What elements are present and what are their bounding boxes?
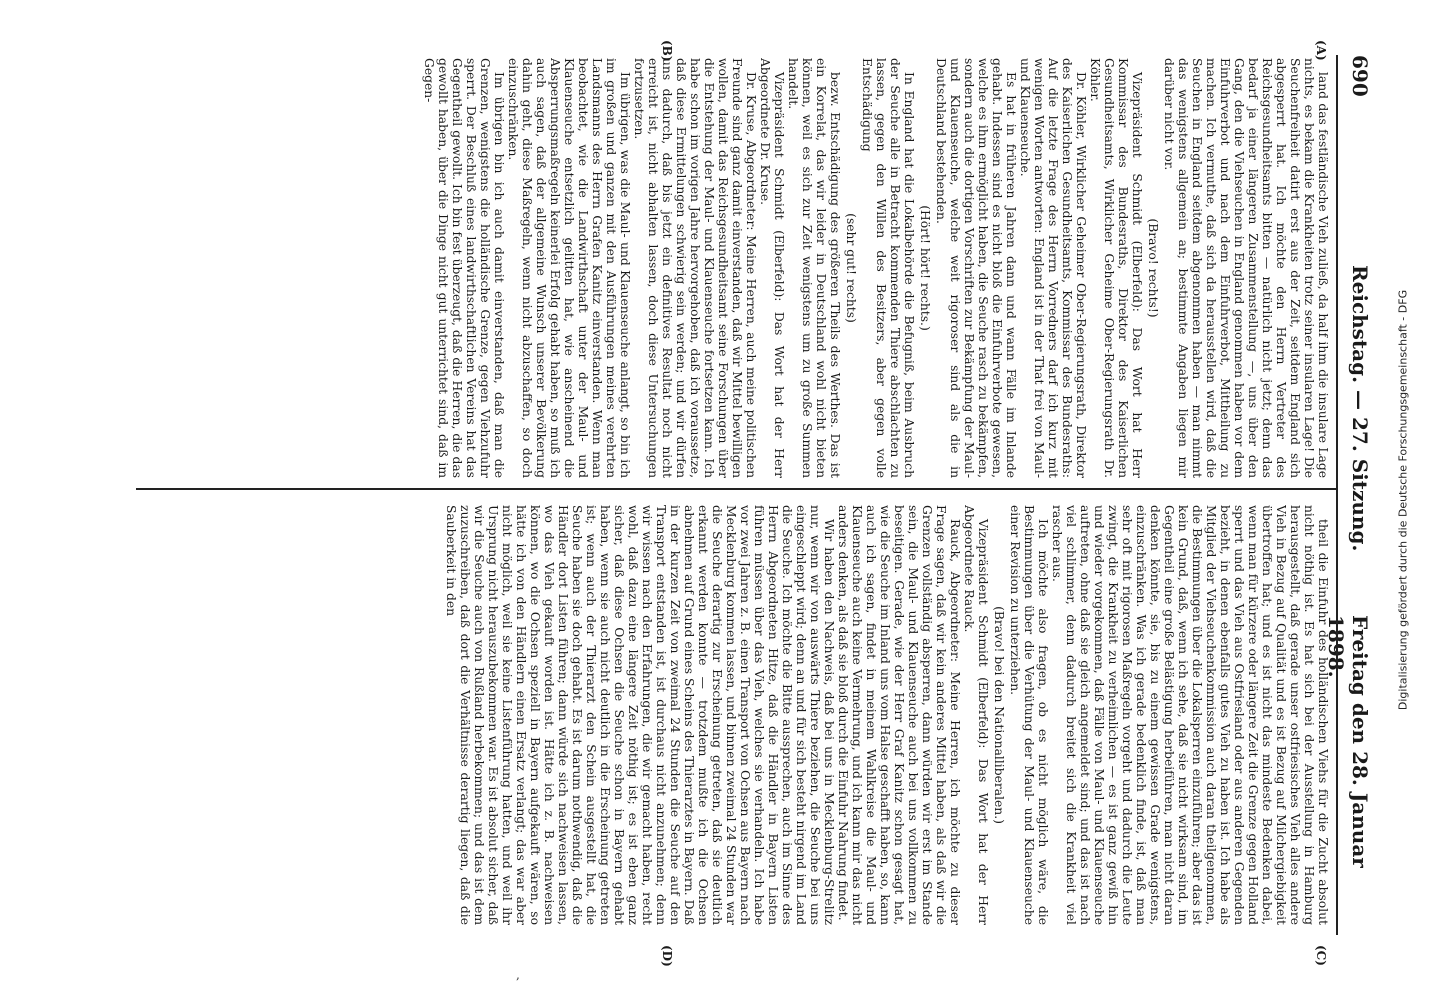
interjection: (Bravo! bei den Nationalliberalen.) [992,606,1006,824]
dfg-note-text: Digitalisierung gefördert durch die Deutsche Forschungsgemeinschaft - DFG [1396,289,1410,711]
margin-label-d: (D) [660,945,674,967]
paragraph: land das festländische Vieh zuließ, da half ihm die insulare Lage nichts, es bekam die Krankheiten trotz seiner insularen Lage! Die Seuchenfreiheit datirt erst aus der Zeit, seitdem England sich abgesperrt hat. Ich möchte den Herrn Vertreter des Reichsgesundheitsamts bitten — natürlich nicht jetzt; denn das bedarf ja einer längeren Zusammenstellung —, uns über den Gang, den die Viehseuchen in England genommen haben vor dem Einfuhrverbot und nach dem Einfuhrverbot, Mittheilung zu machen. Ich vermuthe, daß sich da herausstellen wird, daß die Seuchen in England seitdem abgenommen haben — man nimmt das wenigstens allgemein an; bestimmte Angaben liegen mir darüber nicht vor. [1162,58,1330,478]
margin-label-b: (B) [660,40,674,62]
paragraph: Vizepräsident Schmidt (Elberfeld): Das Wort hat der Herr Abgeordnete Dr. Kruse. [758,58,786,478]
right-column [150,505,1330,925]
header-rule [1336,55,1338,935]
column-divider [136,488,1336,490]
interjection: (Bravo! rechts!) [1146,218,1160,318]
page-number: 690 [1348,55,1372,97]
scanned-page [40,0,1410,967]
page-header [1324,55,1372,935]
paragraph: bezw. Entschädigung des größeren Theils des Werthes. Das ist ein Korrelat, das wir leider in Deutschland wohl nicht bieten können, weil es sich zur Zeit wenigstens um zu große Summen handelt. [786,58,842,478]
session-date: Freitag den 28. Januar 1898. [1324,615,1372,868]
left-column [150,58,1330,478]
paragraph: Ich möchte also fragen, ob es nicht möglich wäre, die Bestimmungen über die Verhütung der Maul- und Klauenseuche einer Revision zu unterziehen. [1008,505,1050,925]
interjection: (Hört! hört! rechts.) [918,205,932,331]
paragraph: Dr. Kruse, Abgeordneter: Meine Herren, auch meine politischen Freunde sind ganz damit einverstanden, daß wir Mittel bewilligen wollen, damit das Reichsgesundheitsamt seine Forschungen über die Entstehung der Maul- und Klauenseuche fortsetzen kann. Ich habe schon im vorigen Jahre hervorgehoben, daß ich voraussetze, daß diese Ermittelungen schwierig sein werden; und wir dürfen uns dadurch, daß bis jetzt ein definitives Resultat noch nicht erreicht ist, nicht abhalten lassen, doch diese Untersuchungen fortzusetzen. [632,58,758,478]
margin-label-a: (A) [1314,40,1328,61]
paragraph: Im übrigen bin ich auch damit einverstanden, daß man die Grenzen, wenigstens die holländische Grenze, gegen Viehzufuhr sperrt. Der Beschluß eines landwirthschaftlichen Vereins hat das Gegentheil gewollt. Ich bin fest überzeugt, daß die Herren, die das gewollt haben, über die Dinge nicht gut unterrichtet sind, daß im Gegen- [422,58,506,478]
paragraph: Vizepräsident Schmidt (Elberfeld): Das Wort hat der Herr Abgeordnete Rauck. [962,505,990,925]
dfg-margin-note [1395,20,1411,980]
paragraph: Im übrigen, was die Maul- und Klauenseuche anlangt, so bin ich im großen und ganzen mit den Ausführungen meines verehrten Landsmanns des Herrn Grafen Kanitz einverstanden. Wenn man beobachtet, wie die Landwirthschaft unter der Maul- und Klauenseuche entsetzlich gelitten hat, wie anscheinend die Absperrungsmaßregeln keinerlei Erfolg gehabt haben, so muß ich auch sagen, daß der allgemeine Wunsch unserer Bevölkerung dahin geht, diese Maßregeln, wenn nicht abzuschaffen, so doch einzuschränken. [506,58,632,478]
scan-mark: , [516,968,520,982]
paragraph: Es hat in früheren Jahren dann und wann Fälle im Inlande gehabt. Indessen sind es nicht bloß die Einfuhrverbote gewesen, welche es ihm ermöglicht haben, die Seuche rasch zu bekämpfen, sondern auch die dortigen Vorschriften zur Bekämpfung der Maul- und Klauenseuche, welche weit rigoroser sind als die in Deutschland bestehenden. [934,58,1018,478]
paragraph: In England hat die Lokalbehörde die Befugniß, beim Ausbruch der Seuche alle in Betracht kommenden Thiere abschlachten zu lassen, gegen den Willen des Besitzers, aber gegen volle Entschädigung [860,58,916,478]
margin-label-c: (C) [1314,945,1328,966]
session-title: Reichstag. — 27. Sitzung. [1348,265,1372,552]
paragraph: theil die Einfuhr des holländischen Viehs für die Zucht absolut nicht nöthig ist. Es hat sich bei der Ausstellung in Hamburg herausgestellt, daß gerade unser ostfriesisches Vieh alles andere Vieh in Bezug auf Qualität und es ist Bezug auf Milchergiebigkeit übertroffen hat; und es ist nicht das mindeste Bedenken dabei, wenn man für kürzere oder längere Zeit die Grenze gegen Holland sperrt und das Vieh aus Ostfriesland oder aus anderen Gegenden bezieht, in denen ebenfalls gutes Vieh zu haben ist. Ich habe als Mitglied der Viehseuchenkommission auch daran theilgenommen, die Bestimmungen über die Lokalsperren einzuführen; aber das ist kein Grund, daß, wenn ich sehe, daß sie nicht wirksam sind, im Gegentheil eine große Belästigung herbeiführen, man nicht daran denken könnte, sie, bis zu einem gewissen Grade wenigstens, einzuschränken. Was ich gerade bedenklich finde, ist, daß man sehr oft mit rigorosen Maßregeln vorgeht und dadurch die Leute zwingt, die Krankheit zu verheimlichen — es ist ganz gewiß hin und wieder vorgekommen, daß Fälle von Maul- und Klauenseuche auftreten, ohne daß sie gleich angemeldet sind; und das ist nach viel schlimmer, denn dadurch breitet sich die Krankheit viel rascher aus. [1050,505,1330,925]
paragraph: Dr. Köhler, Wirklicher Geheimer Ober-Regierungsrath, Direktor des Kaiserlichen Gesundheitsamts, Kommissar des Bundesraths: Auf die letzte Frage des Herrn Vorredners darf ich kurz mit wenigen Worten antworten: England ist in der That frei von Maul- und Klauenseuche. [1018,58,1088,478]
paragraph: Wir haben den Nachweis, daß bei uns in Mecklenburg-Strelitz nur, wenn wir von auswärts Thiere beziehen, die Seuche bei uns eingeschleppt wird; denn an und für sich besteht nirgend im Land die Seuche. Ich möchte die Bitte aussprechen, auch im Sinne des Herrn Abgeordneten Hitze, daß die Händler in Bayern Listen führen müssen über das Vieh, welches sie verhandeln. Ich habe vor zwei Jahren z. B. einen Transport von Ochsen aus Bayern nach Mecklenburg kommen lassen, und binnen zweimal 24 Stunden war die Seuche derartig zur Erscheinung getreten, daß sie deutlich erkannt werden konnte — trotzdem mußte ich die Ochsen abnehmen auf Grund eines Scheins des Thierarztes in Bayern. Daß in der kurzen Zeit von zweimal 24 Stunden die Seuche auf den Transport entstanden ist, ist durchaus nicht anzunehmen; denn wir wissen nach den Erfahrungen, die wir gemacht haben, recht wohl, daß dazu eine längere Zeit nöthig ist; es ist eben ganz sicher, daß diese Ochsen die Seuche schon in Bayern gehabt haben, wenn sie auch nicht deutlich in die Erscheinung getreten ist; wenn auch der Thierarzt den Schein ausgestellt hat, die Seuche haben sie doch gehabt. Es ist darum nothwendig, daß die Händler dort Listen führen; dann würde sich nachweisen lassen, wo das Vieh gekauft worden ist. Hätte ich z. B. nachweisen können, wo die Ochsen speziell in Bayern aufgekauft wären, so hätte ich von den Händlern einen Ersatz verlangt; das war aber nicht möglich, weil sie keine Listenführung hatten, und weil ihr Ursprung nicht herauszubekommen war. Es ist absolut sicher, daß wir die Seuche auch von Rußland herbekommen; und das ist dem zuzuschreiben, daß dort die Verhältnisse derartig liegen, daß die Sauberkeit in den [444,505,836,925]
paragraph: Rauck, Abgeordneter: Meine Herren, ich möchte zu dieser Frage sagen, daß wir kein anderes Mittel haben, als daß wir die Grenzen vollständig absperren, dann würden wir erst im Stande sein, die Maul- und Klauenseuche auch bei uns vollkommen zu beseitigen. Gerade, wie der Herr Graf Kanitz schon gesagt hat, wie die Seuche im Inland uns vom Halse geschafft haben, so, kann auch ich sagen, findet in meinem Wahlkreise die Maul- und Klauenseuche auch keine Vermehrung, und ich kann mir das nicht anders denken, als daß sie bloß durch die Einfuhr Nahrung findet. [836,505,962,925]
interjection: (sehr gut! rechts) [844,213,858,323]
paragraph: Vizepräsident Schmidt (Elberfeld): Das Wort hat Herr Kommissar des Bundesraths, Direktor des Kaiserlichen Gesundheitsamts, Wirklicher Geheime Ober-Regierungsrath Dr. Köhler. [1088,58,1144,478]
